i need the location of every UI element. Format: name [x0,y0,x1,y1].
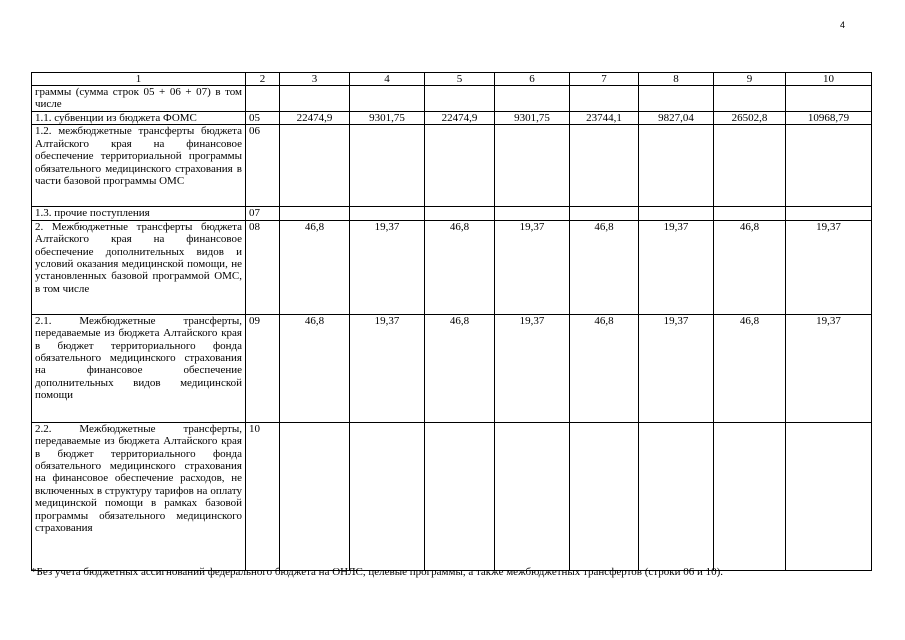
value-cell: 46,8 [425,314,495,422]
value-cell: 46,8 [570,220,639,314]
column-header: 8 [639,73,714,86]
value-cell: 46,8 [280,314,350,422]
value-cell [425,125,495,207]
value-cell: 10968,79 [786,112,872,125]
column-header: 1 [32,73,246,86]
value-cell [714,207,786,220]
value-cell [570,207,639,220]
value-cell: 9301,75 [350,112,425,125]
value-cell: 46,8 [570,314,639,422]
value-cell [639,86,714,112]
value-cell [425,207,495,220]
value-cell [495,86,570,112]
value-cell: 46,8 [714,220,786,314]
column-header: 10 [786,73,872,86]
value-cell [350,125,425,207]
value-cell [570,86,639,112]
row-code: 06 [246,125,280,207]
value-cell: 19,37 [786,220,872,314]
row-code: 05 [246,112,280,125]
value-cell [570,125,639,207]
value-cell: 19,37 [639,314,714,422]
value-cell [350,422,425,570]
value-cell: 19,37 [350,314,425,422]
row-code [246,86,280,112]
row-description: 2. Межбюджетные трансферты бюджета Алтайского края на финансовое обеспечение дополнительных видов и условий оказания медицинской помощи, не установленных базовой программой ОМС, в том числе [32,220,246,314]
value-cell [280,86,350,112]
row-code: 07 [246,207,280,220]
column-header: 6 [495,73,570,86]
value-cell: 19,37 [495,314,570,422]
budget-table [31,72,872,571]
value-cell: 9301,75 [495,112,570,125]
column-header: 4 [350,73,425,86]
row-description: 1.1. субвенции из бюджета ФОМС [32,112,246,125]
column-header: 9 [714,73,786,86]
value-cell [714,86,786,112]
value-cell [280,422,350,570]
value-cell [639,125,714,207]
value-cell: 22474,9 [280,112,350,125]
value-cell [350,86,425,112]
row-code: 10 [246,422,280,570]
value-cell: 46,8 [425,220,495,314]
value-cell [280,207,350,220]
row-description: 2.2. Межбюджетные трансферты, передаваемые из бюджета Алтайского края в бюджет территориального фонда обязательного медицинского страхования на финансовое обеспечение расходов, не включенных в структуру тарифов на оплату медицинской помощи в рамках базовой программы обязательного медицинского страхования [32,422,246,570]
row-code: 08 [246,220,280,314]
value-cell: 19,37 [786,314,872,422]
value-cell [639,207,714,220]
table-row [32,220,872,314]
row-description: 2.1. Межбюджетные трансферты, передаваемые из бюджета Алтайского края в бюджет территориального фонда обязательного медицинского страхования на финансовое обеспечение дополнительных видов медицинской помощи [32,314,246,422]
row-description: 1.2. межбюджетные трансферты бюджета Алтайского края на финансовое обеспечение территориальной программы обязательного медицинского страхования в части базовой программы ОМС [32,125,246,207]
column-header: 7 [570,73,639,86]
value-cell: 19,37 [639,220,714,314]
value-cell [425,422,495,570]
header-row [32,73,872,86]
value-cell: 46,8 [280,220,350,314]
table-row [32,86,872,112]
value-cell [786,422,872,570]
value-cell [714,125,786,207]
table-row [32,207,872,220]
value-cell [425,86,495,112]
value-cell [786,125,872,207]
value-cell [570,422,639,570]
footnote: *Без учета бюджетных ассигнований федерального бюджета на ОНЛС, целевые программы, а также межбюджетных трансфертов (строки 06 и 10). [31,566,724,578]
value-cell [495,125,570,207]
value-cell: 22474,9 [425,112,495,125]
table-row [32,314,872,422]
table-row [32,112,872,125]
value-cell [714,422,786,570]
page-number: 4 [840,20,846,30]
value-cell [280,125,350,207]
value-cell: 9827,04 [639,112,714,125]
value-cell [639,422,714,570]
column-header: 2 [246,73,280,86]
value-cell [495,207,570,220]
value-cell [786,207,872,220]
column-header: 5 [425,73,495,86]
value-cell: 26502,8 [714,112,786,125]
row-description: граммы (сумма строк 05 + 06 + 07) в том числе [32,86,246,112]
column-header: 3 [280,73,350,86]
table-row [32,125,872,207]
value-cell [495,422,570,570]
value-cell [350,207,425,220]
table-row [32,422,872,570]
value-cell: 19,37 [495,220,570,314]
value-cell: 23744,1 [570,112,639,125]
row-code: 09 [246,314,280,422]
value-cell: 46,8 [714,314,786,422]
value-cell: 19,37 [350,220,425,314]
value-cell [786,86,872,112]
row-description: 1.3. прочие поступления [32,207,246,220]
